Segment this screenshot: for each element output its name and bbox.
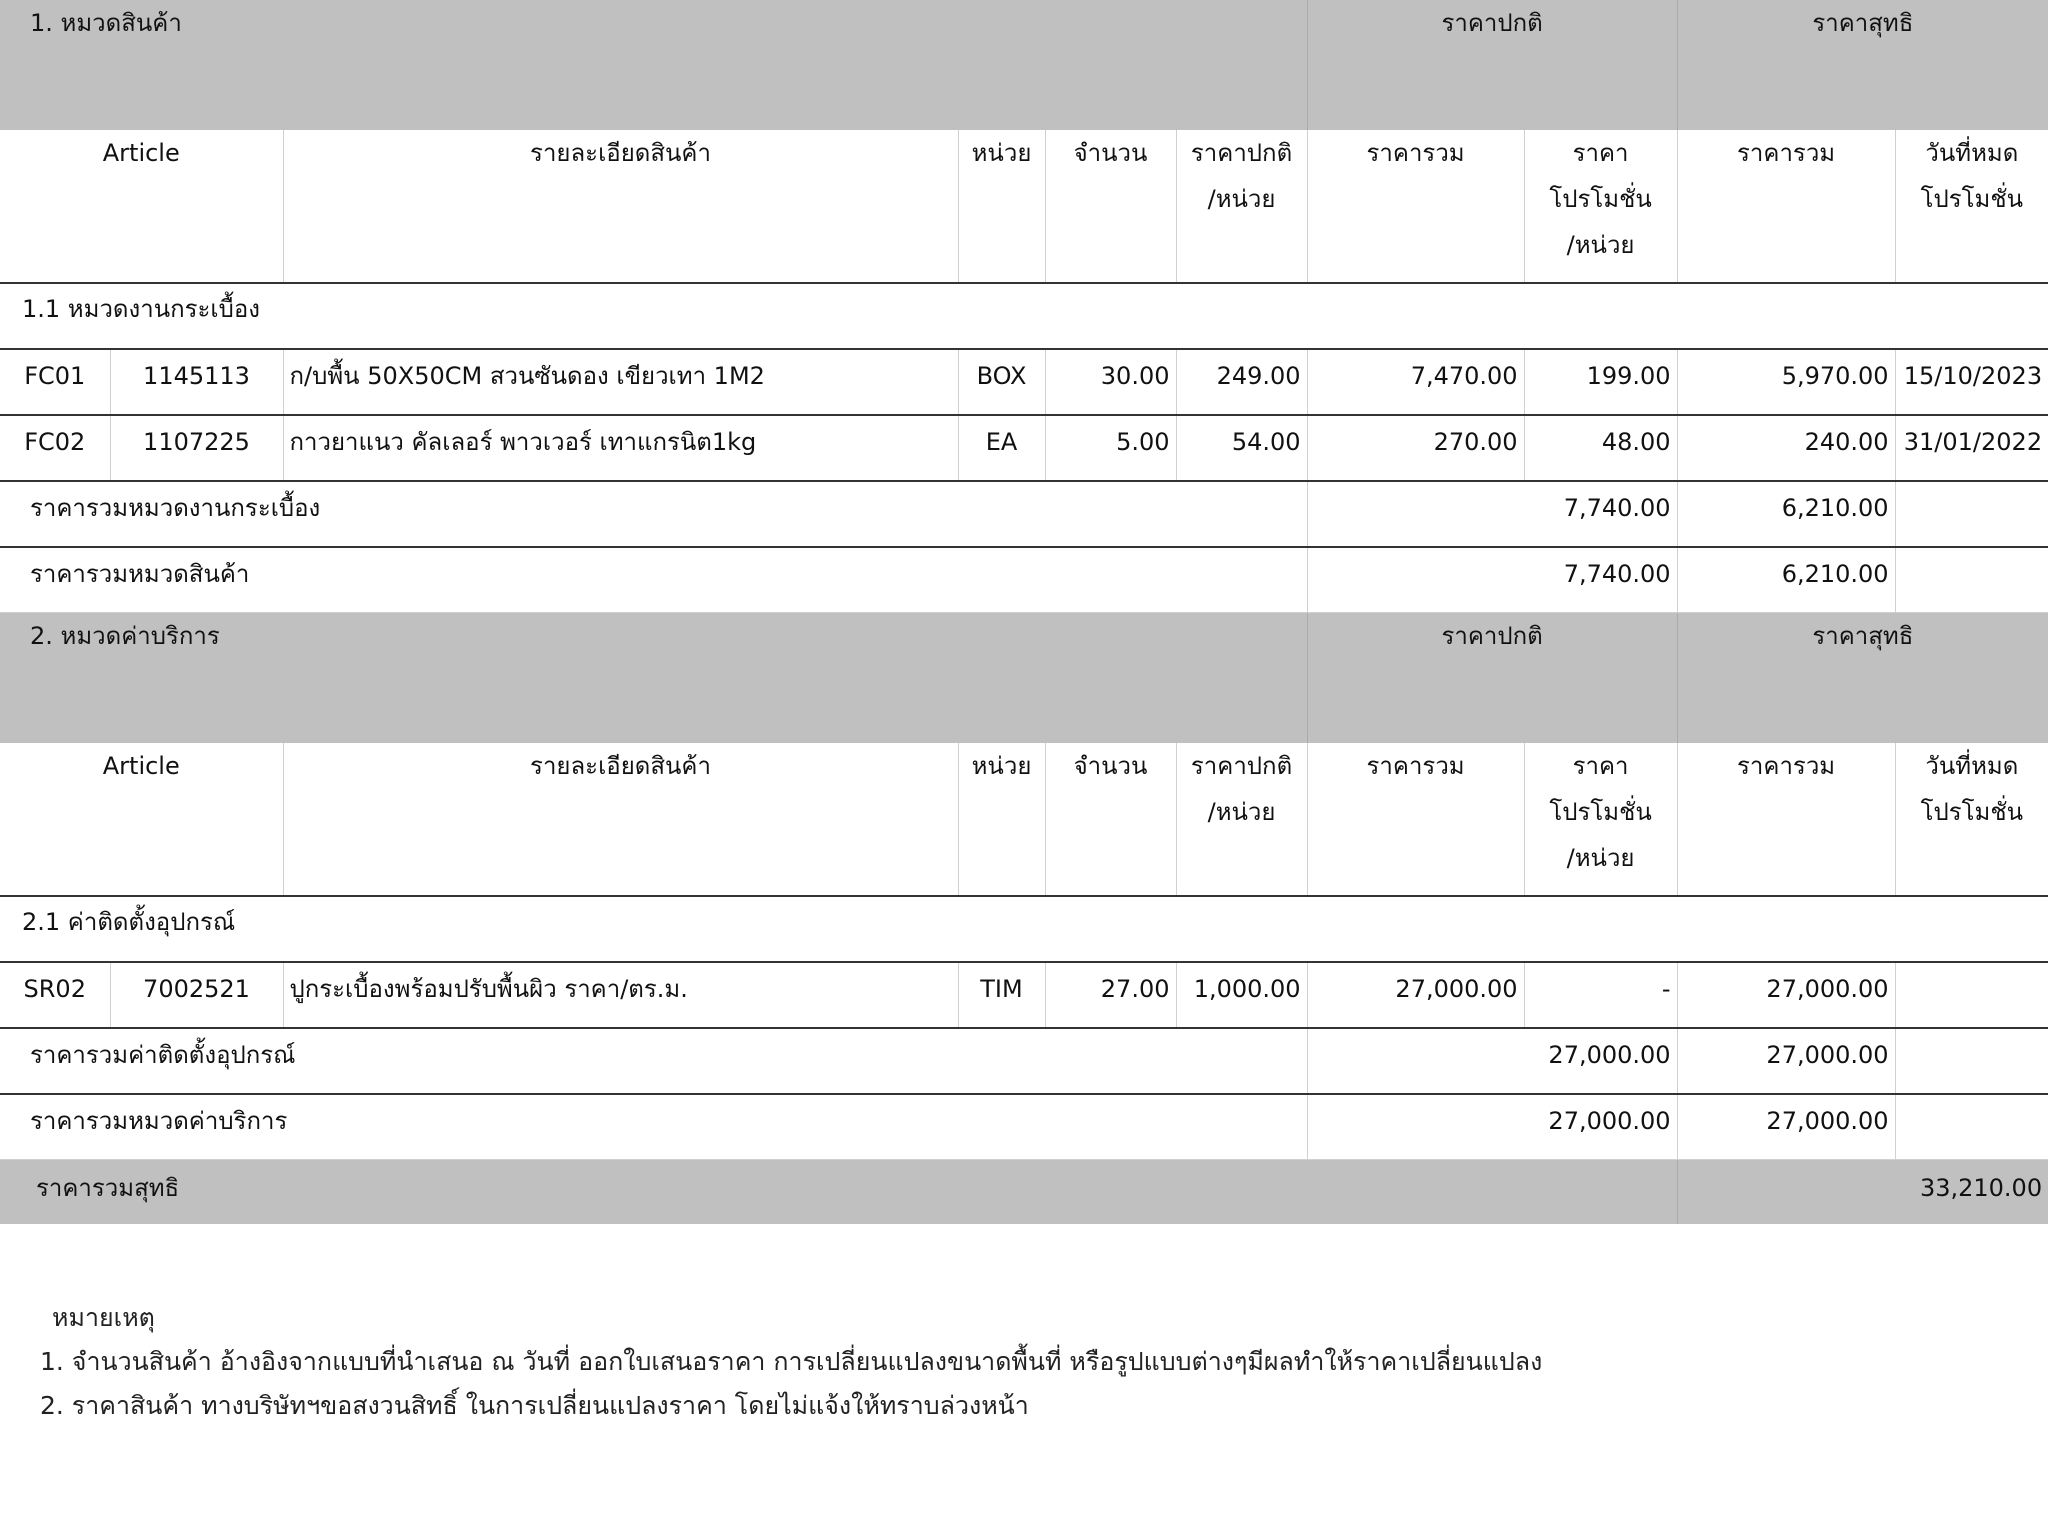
item-unit-price: 54.00 (1176, 415, 1307, 481)
column-header-row (0, 743, 2048, 896)
subtotal-label: ราคารวมหมวดงานกระเบื้อง (0, 481, 1307, 547)
subsection-title: 1.1 หมวดงานกระเบื้อง (0, 283, 2048, 349)
item-code: SR02 (0, 962, 110, 1028)
section-header-row (0, 0, 2048, 130)
item-promo-expire: 15/10/2023 (1895, 349, 2048, 415)
section-total-normal: 7,740.00 (1307, 547, 1677, 613)
subsection-title: 2.1 ค่าติดตั้งอุปกรณ์ (0, 896, 2048, 962)
item-article: 1107225 (110, 415, 283, 481)
table-row (0, 962, 2048, 1028)
item-unit-price: 1,000.00 (1176, 962, 1307, 1028)
item-code: FC01 (0, 349, 110, 415)
section-total-net: 27,000.00 (1677, 1094, 1895, 1160)
total-header: ราคารวม (1307, 743, 1524, 896)
item-promo-price: - (1524, 962, 1677, 1028)
unit-header: หน่วย (958, 743, 1045, 896)
item-net-total: 240.00 (1677, 415, 1895, 481)
unit-price-header: ราคาปกติ /หน่วย (1176, 743, 1307, 896)
net-total-header: ราคารวม (1677, 130, 1895, 283)
subtotal-net: 27,000.00 (1677, 1028, 1895, 1094)
description-header: รายละเอียดสินค้า (283, 743, 958, 896)
net-price-group-header: ราคาสุทธิ (1677, 0, 2048, 130)
subtotal-label: ราคารวมค่าติดตั้งอุปกรณ์ (0, 1028, 1307, 1094)
section-total-label: ราคารวมหมวดสินค้า (0, 547, 1307, 613)
item-unit: EA (958, 415, 1045, 481)
total-header: ราคารวม (1307, 130, 1524, 283)
promo-price-header: ราคา โปรโมชั่น /หน่วย (1524, 130, 1677, 283)
normal-price-group-header: ราคาปกติ (1307, 0, 1677, 130)
table-row (0, 349, 2048, 415)
item-unit-price: 249.00 (1176, 349, 1307, 415)
notes-title: หมายเหตุ (52, 1303, 155, 1332)
note-line: 1. จำนวนสินค้า อ้างอิงจากแบบที่นำเสนอ ณ วันที่ ออกใบเสนอราคา การเปลี่ยนแปลงขนาดพื้นที่ หรือรูปแบบต่างๆมีผลทำให้ราคาเปลี่ยนแปลง (40, 1347, 1543, 1376)
subtotal-net: 6,210.00 (1677, 481, 1895, 547)
item-total: 7,470.00 (1307, 349, 1524, 415)
promo-expire-header: วันที่หมด โปรโมชั่น (1895, 743, 2048, 896)
article-header: Article (0, 130, 283, 283)
description-header: รายละเอียดสินค้า (283, 130, 958, 283)
qty-header: จำนวน (1045, 130, 1176, 283)
note-line: 2. ราคาสินค้า ทางบริษัทฯขอสงวนสิทธิ์ ในการเปลี่ยนแปลงราคา โดยไม่แจ้งให้ทราบล่วงหน้า (40, 1391, 1029, 1420)
subsection-row (0, 283, 2048, 349)
item-promo-price: 199.00 (1524, 349, 1677, 415)
normal-price-group-header: ราคาปกติ (1307, 613, 1677, 744)
item-article: 7002521 (110, 962, 283, 1028)
promo-price-header: ราคา โปรโมชั่น /หน่วย (1524, 743, 1677, 896)
column-header-row (0, 130, 2048, 283)
item-description: กาวยาแนว คัลเลอร์ พาวเวอร์ เทาแกรนิต1kg (283, 415, 958, 481)
item-code: FC02 (0, 415, 110, 481)
item-net-total: 5,970.00 (1677, 349, 1895, 415)
section-title: 2. หมวดค่าบริการ (0, 613, 1307, 744)
item-qty: 5.00 (1045, 415, 1176, 481)
item-qty: 30.00 (1045, 349, 1176, 415)
subtotal-row (0, 1028, 2048, 1094)
subtotal-normal: 27,000.00 (1307, 1028, 1677, 1094)
table-row (0, 415, 2048, 481)
grand-total-value: 33,210.00 (1677, 1160, 2048, 1225)
subtotal-normal: 7,740.00 (1307, 481, 1677, 547)
section-total-normal: 27,000.00 (1307, 1094, 1677, 1160)
article-header: Article (0, 743, 283, 896)
notes-section (40, 1296, 1542, 1428)
grand-total-row (0, 1160, 2048, 1225)
net-total-header: ราคารวม (1677, 743, 1895, 896)
net-price-group-header: ราคาสุทธิ (1677, 613, 2048, 744)
section-total-row (0, 1094, 2048, 1160)
section-header-row (0, 613, 2048, 744)
subtotal-row (0, 481, 2048, 547)
item-total: 270.00 (1307, 415, 1524, 481)
item-article: 1145113 (110, 349, 283, 415)
unit-price-header: ราคาปกติ /หน่วย (1176, 130, 1307, 283)
promo-expire-header: วันที่หมด โปรโมชั่น (1895, 130, 2048, 283)
unit-header: หน่วย (958, 130, 1045, 283)
section-total-label: ราคารวมหมวดค่าบริการ (0, 1094, 1307, 1160)
subsection-row (0, 896, 2048, 962)
item-qty: 27.00 (1045, 962, 1176, 1028)
item-unit: TIM (958, 962, 1045, 1028)
grand-total-label: ราคารวมสุทธิ (0, 1160, 1677, 1225)
item-unit: BOX (958, 349, 1045, 415)
section-total-net: 6,210.00 (1677, 547, 1895, 613)
item-promo-expire: 31/01/2022 (1895, 415, 2048, 481)
qty-header: จำนวน (1045, 743, 1176, 896)
item-promo-price: 48.00 (1524, 415, 1677, 481)
item-promo-expire (1895, 962, 2048, 1028)
item-total: 27,000.00 (1307, 962, 1524, 1028)
item-net-total: 27,000.00 (1677, 962, 1895, 1028)
section-title: 1. หมวดสินค้า (0, 0, 1307, 130)
item-description: ปูกระเบื้องพร้อมปรับพื้นผิว ราคา/ตร.ม. (283, 962, 958, 1028)
section-total-row (0, 547, 2048, 613)
item-description: ก/บพื้น 50X50CM สวนซันดอง เขียวเทา 1M2 (283, 349, 958, 415)
